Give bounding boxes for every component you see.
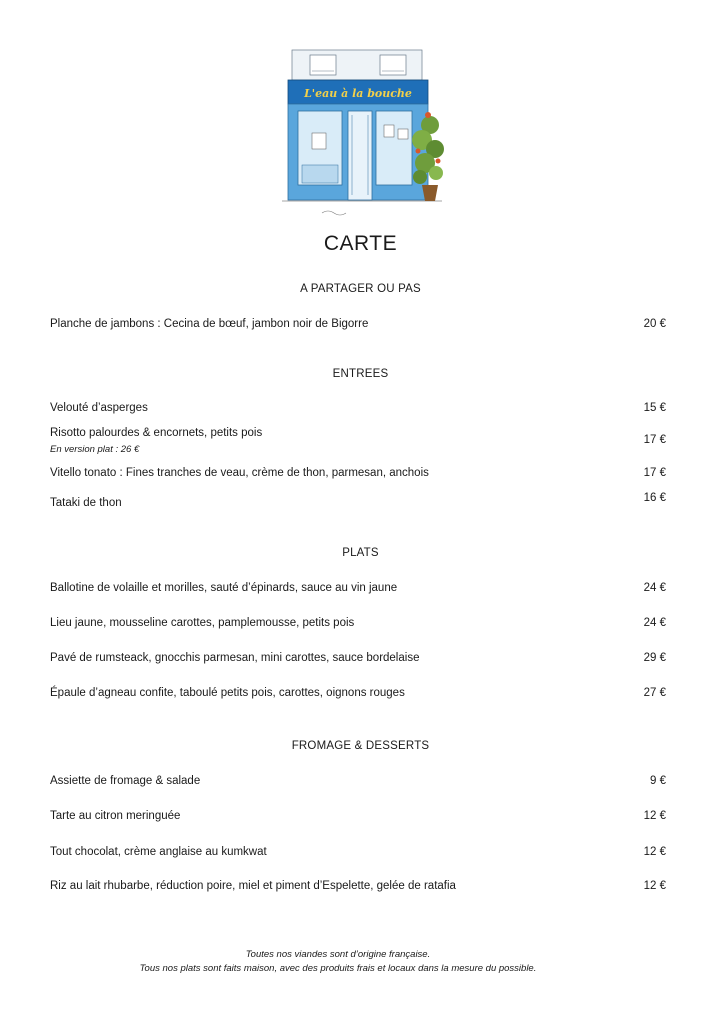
menu-item-name: Tout chocolat, crème anglaise au kumkwat (50, 846, 267, 858)
section-heading-plats: PLATS (342, 547, 379, 559)
menu-item-price: 12 € (643, 810, 666, 822)
menu-item-price: 24 € (643, 617, 666, 629)
menu-item-price: 17 € (643, 467, 666, 479)
menu-item-name: Velouté d’asperges (50, 402, 148, 414)
menu-item-price: 24 € (643, 582, 666, 594)
menu-item-price: 9 € (650, 775, 666, 787)
menu-item-name: Ballotine de volaille et morilles, sauté d’épinards, sauce au vin jaune (50, 582, 398, 594)
menu-item-name: Tataki de thon (50, 497, 122, 509)
menu-item-price: 17 € (643, 434, 666, 446)
section-heading-desserts: FROMAGE & DESSERTS (291, 740, 430, 752)
menu-item-name: Lieu jaune, mousseline carottes, pamplemousse, petits pois (50, 617, 355, 629)
restaurant-facade-illustration (282, 45, 452, 223)
menu-item-price: 12 € (643, 846, 666, 858)
page-title: CARTE (323, 232, 398, 255)
menu-item-note: En version plat : 26 € (50, 444, 140, 455)
menu-item-name: Risotto palourdes & encornets, petits pois (50, 427, 263, 439)
facade-sign-text: L'eau à la bouche (304, 87, 412, 100)
section-heading-entrees: ENTREES (332, 368, 389, 380)
footer-homemade-note: Tous nos plats sont faits maison, avec des produits frais et locaux dans la mesure du possible. (139, 963, 537, 974)
menu-item-price: 27 € (643, 687, 666, 699)
section-heading-partager: A PARTAGER OU PAS (300, 283, 421, 295)
menu-item-name: Assiette de fromage & salade (50, 775, 201, 787)
menu-item-name: Pavé de rumsteack, gnocchis parmesan, mini carottes, sauce bordelaise (50, 652, 420, 664)
footer-origin-note: Toutes nos viandes sont d’origine française. (245, 949, 431, 960)
menu-item-name: Planche de jambons : Cecina de bœuf, jambon noir de Bigorre (50, 318, 369, 330)
menu-item-price: 15 € (643, 402, 666, 414)
menu-item-price: 20 € (643, 318, 666, 330)
menu-item-name: Vitello tonato : Fines tranches de veau, crème de thon, parmesan, anchois (50, 467, 429, 479)
menu-item-price: 12 € (643, 880, 666, 892)
menu-item-name: Riz au lait rhubarbe, réduction poire, miel et piment d’Espelette, gelée de ratafia (50, 880, 456, 892)
menu-item-name: Épaule d’agneau confite, taboulé petits pois, carottes, oignons rouges (50, 687, 405, 699)
menu-item-name: Tarte au citron meringuée (50, 810, 181, 822)
menu-item-price: 29 € (643, 652, 666, 664)
menu-item-price: 16 € (643, 492, 666, 504)
